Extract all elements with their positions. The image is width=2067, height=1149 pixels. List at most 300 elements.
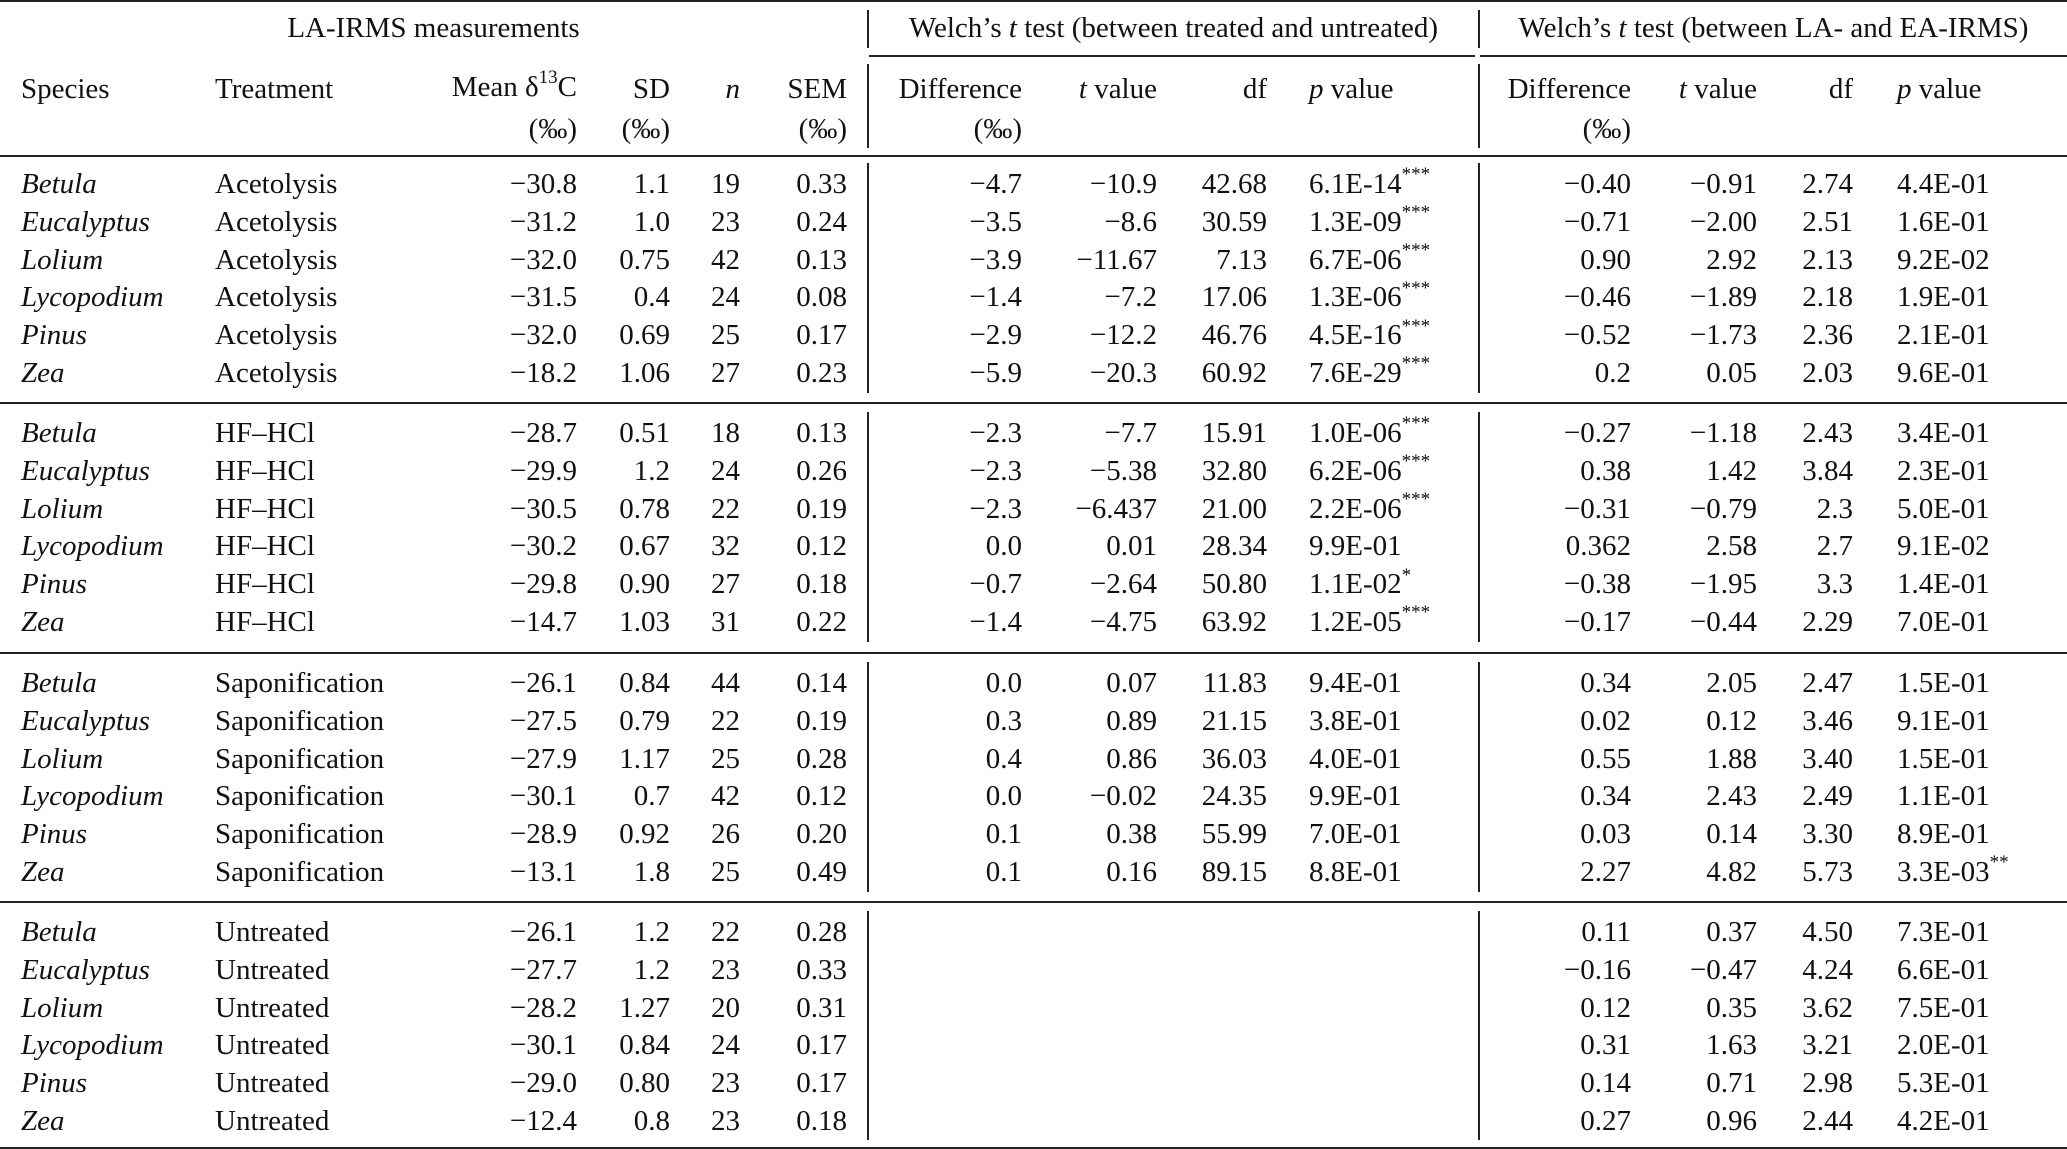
cell-mean-value: −14.7 xyxy=(509,606,577,638)
cell-p2 xyxy=(1897,608,2057,637)
cell-p2-value: 4.4E-01 xyxy=(1897,168,1990,200)
cell-sd-value: 1.2 xyxy=(633,916,670,948)
cell-species xyxy=(21,704,201,737)
cell-t2-value: 0.37 xyxy=(1706,916,1757,948)
cell-p1 xyxy=(1309,669,1449,698)
cell-t2-value: 2.43 xyxy=(1706,780,1757,813)
cell-diff2 xyxy=(1480,1107,1631,1136)
cell-mean xyxy=(380,742,577,775)
cell-species xyxy=(21,782,201,811)
cell-n-value: 32 xyxy=(711,530,740,563)
cell-species xyxy=(21,669,201,698)
cell-diff2-value: 0.14 xyxy=(1580,1067,1631,1100)
header-sem-unit: (‰) xyxy=(798,113,847,145)
cell-species-value: Eucalyptus xyxy=(21,704,150,737)
cell-mean xyxy=(380,283,577,312)
cell-df2-value: 3.21 xyxy=(1802,1029,1853,1062)
cell-p2 xyxy=(1897,283,2057,312)
cell-n xyxy=(680,1069,740,1098)
cell-n-value: 23 xyxy=(711,1105,740,1137)
cell-p2 xyxy=(1897,918,2057,947)
cell-sem xyxy=(740,608,847,637)
cell-diff2-value: 0.362 xyxy=(1565,530,1631,563)
cell-p2-value: 7.3E-01 xyxy=(1897,916,1990,948)
cell-mean-value: −32.0 xyxy=(509,243,577,276)
cell-species xyxy=(21,205,201,238)
cell-diff2-value: −0.27 xyxy=(1563,417,1631,449)
cell-sem xyxy=(740,820,847,849)
cell-df2-value: 2.29 xyxy=(1802,606,1853,638)
cell-df1-value: 17.06 xyxy=(1201,281,1267,314)
cell-n xyxy=(680,953,740,986)
cell-species xyxy=(21,492,201,525)
cell-t1-value: 0.38 xyxy=(1106,818,1157,851)
cell-df2-value: 4.24 xyxy=(1802,953,1853,986)
cell-species-value: Zea xyxy=(21,856,65,888)
cell-sd-value: 1.17 xyxy=(619,742,670,775)
cell-sd-value: 0.80 xyxy=(619,1067,670,1100)
cell-mean xyxy=(380,243,577,276)
cell-df2 xyxy=(1760,243,1853,276)
cell-species-value: Lycopodium xyxy=(21,780,164,813)
cell-p2 xyxy=(1897,492,2057,525)
cell-df2-value: 2.36 xyxy=(1802,319,1853,352)
header-sd-unit: (‰) xyxy=(621,113,670,145)
cell-mean-value: −29.9 xyxy=(509,454,577,487)
cell-sem-value: 0.28 xyxy=(796,916,847,948)
cell-species-value: Zea xyxy=(21,606,65,638)
cell-sd-value: 1.8 xyxy=(633,856,670,888)
cell-p2 xyxy=(1897,454,2057,487)
cell-n xyxy=(680,1107,740,1136)
cell-n xyxy=(680,820,740,849)
cell-diff2 xyxy=(1480,820,1631,849)
cell-sd xyxy=(580,419,670,448)
cell-df2 xyxy=(1760,205,1853,238)
cell-treatment xyxy=(215,991,385,1024)
cell-diff2 xyxy=(1480,782,1631,811)
cell-t1-value: −10.9 xyxy=(1089,168,1157,200)
cell-sd-value: 0.7 xyxy=(633,780,670,813)
header-difference-2: Difference xyxy=(1507,73,1631,105)
cell-diff1 xyxy=(880,283,1022,312)
cell-sd xyxy=(580,704,670,737)
cell-treatment xyxy=(215,953,385,986)
significance-stars: *** xyxy=(1401,413,1431,435)
cell-df2-value: 4.50 xyxy=(1802,916,1853,948)
cell-t1 xyxy=(1030,608,1157,637)
cell-sd xyxy=(580,1069,670,1098)
cell-p1 xyxy=(1309,820,1449,849)
cell-n-value: 19 xyxy=(711,168,740,200)
cell-sem xyxy=(740,782,847,811)
cell-df2 xyxy=(1760,1107,1853,1136)
cell-mean xyxy=(380,953,577,986)
cell-p1-value: 8.8E-01 xyxy=(1309,856,1402,888)
cell-sem xyxy=(740,283,847,312)
cell-sem xyxy=(740,170,847,199)
cell-sem-value: 0.08 xyxy=(796,281,847,314)
cell-n xyxy=(680,918,740,947)
cell-mean-value: −18.2 xyxy=(509,357,577,389)
cell-species xyxy=(21,918,201,947)
cell-diff2-value: −0.40 xyxy=(1563,168,1631,200)
cell-diff1-value: −5.9 xyxy=(969,357,1022,389)
cell-df1-value: 24.35 xyxy=(1201,780,1267,813)
cell-species xyxy=(21,359,201,388)
body-separator-block2-a xyxy=(867,412,869,642)
cell-diff2 xyxy=(1480,704,1631,737)
cell-diff2-value: 0.02 xyxy=(1580,704,1631,737)
cell-p2-value: 1.4E-01 xyxy=(1897,568,1990,601)
cell-p2-value: 5.0E-01 xyxy=(1897,492,1990,525)
cell-sd xyxy=(580,1107,670,1136)
cell-df2-value: 2.44 xyxy=(1802,1105,1853,1137)
cell-sem-value: 0.22 xyxy=(796,606,847,638)
cell-p1-value: 1.1E-02 xyxy=(1309,568,1402,601)
cell-t1 xyxy=(1030,532,1157,561)
cell-p1-value: 6.7E-06 xyxy=(1309,243,1402,276)
cell-mean-value: −28.7 xyxy=(509,417,577,449)
cell-t1 xyxy=(1030,492,1157,525)
cell-species xyxy=(21,1107,201,1136)
significance-stars: *** xyxy=(1401,315,1431,337)
significance-stars: *** xyxy=(1401,451,1431,473)
cell-df1-value: 63.92 xyxy=(1201,606,1267,638)
cell-sd-value: 1.03 xyxy=(619,606,670,638)
cell-diff2 xyxy=(1480,742,1631,775)
cell-mean xyxy=(380,1031,577,1060)
cell-treatment-value: Untreated xyxy=(215,1105,330,1137)
cell-df2 xyxy=(1760,918,1853,947)
cell-treatment-value: Untreated xyxy=(215,953,330,986)
cell-diff2-value: 0.12 xyxy=(1580,991,1631,1024)
cell-t1 xyxy=(1030,283,1157,312)
cell-t2-value: 0.14 xyxy=(1706,818,1757,851)
cell-mean xyxy=(380,669,577,698)
cell-t2 xyxy=(1640,283,1757,312)
cell-sd xyxy=(580,454,670,487)
cell-treatment xyxy=(215,1069,385,1098)
cell-species-value: Pinus xyxy=(21,1067,88,1100)
cell-sd xyxy=(580,283,670,312)
cell-sem xyxy=(740,243,847,276)
cell-sem xyxy=(740,359,847,388)
cell-p2-value: 1.6E-01 xyxy=(1897,205,1990,238)
cell-sem-value: 0.33 xyxy=(796,168,847,200)
cell-t2 xyxy=(1640,858,1757,887)
cell-diff2 xyxy=(1480,991,1631,1024)
cell-sd-value: 1.1 xyxy=(633,168,670,200)
cell-diff1-value: −4.7 xyxy=(969,168,1022,200)
cell-species-value: Lycopodium xyxy=(21,530,164,563)
cell-df2-value: 5.73 xyxy=(1802,856,1853,888)
cell-treatment xyxy=(215,170,385,199)
cell-sem xyxy=(740,419,847,448)
cell-sem xyxy=(740,991,847,1024)
cell-treatment xyxy=(215,742,385,775)
cell-diff1 xyxy=(880,858,1022,887)
cell-t1 xyxy=(1030,205,1157,238)
cell-p1 xyxy=(1309,602,1449,638)
cell-df1-value: 11.83 xyxy=(1202,667,1267,699)
cell-diff1-value: 0.0 xyxy=(985,667,1022,699)
cell-t1 xyxy=(1030,243,1157,276)
cell-t2 xyxy=(1640,492,1757,525)
cell-treatment xyxy=(215,608,385,637)
cell-diff2-value: −0.31 xyxy=(1563,492,1631,525)
top-rule xyxy=(0,0,2067,2)
cell-treatment-value: Saponification xyxy=(215,856,385,888)
cell-mean xyxy=(380,918,577,947)
cell-mean-value: −28.9 xyxy=(509,818,577,851)
cell-treatment xyxy=(215,858,385,887)
cell-n-value: 18 xyxy=(711,417,740,449)
cell-species xyxy=(21,532,201,561)
cell-mean xyxy=(380,820,577,849)
cell-t1 xyxy=(1030,570,1157,599)
cell-species-value: Eucalyptus xyxy=(21,953,150,986)
cell-mean xyxy=(380,205,577,238)
cell-t1 xyxy=(1030,419,1157,448)
cell-diff1-value: 0.1 xyxy=(985,818,1022,851)
cell-diff1-value: −2.3 xyxy=(969,492,1022,525)
cell-species-value: Pinus xyxy=(21,818,88,851)
header-sd: SD xyxy=(632,73,670,105)
cell-sd xyxy=(580,782,670,811)
cell-diff1 xyxy=(880,492,1022,525)
cell-p2 xyxy=(1897,991,2057,1024)
cell-n-value: 24 xyxy=(711,1029,740,1062)
cell-treatment xyxy=(215,419,385,448)
cell-sd xyxy=(580,570,670,599)
cell-treatment-value: Untreated xyxy=(215,991,330,1024)
block-rule-2 xyxy=(0,652,2067,654)
cell-p2 xyxy=(1897,243,2057,276)
cell-p2-value: 3.4E-01 xyxy=(1897,417,1990,449)
cell-t2 xyxy=(1640,419,1757,448)
cell-p1-value: 9.4E-01 xyxy=(1309,667,1402,699)
cell-df1 xyxy=(1160,570,1267,599)
cell-sd xyxy=(580,359,670,388)
cell-sem xyxy=(740,858,847,887)
cell-sd xyxy=(580,918,670,947)
cell-treatment-value: Saponification xyxy=(215,667,385,699)
cell-p1 xyxy=(1309,451,1449,487)
cell-p2-value: 1.5E-01 xyxy=(1897,742,1990,775)
cell-t2 xyxy=(1640,1069,1757,1098)
cell-diff2-value: 0.31 xyxy=(1580,1029,1631,1062)
cell-diff2-value: 2.27 xyxy=(1580,856,1631,888)
cell-n-value: 42 xyxy=(711,243,740,276)
cell-species-value: Pinus xyxy=(21,568,88,601)
cell-p1-value: 3.8E-01 xyxy=(1309,704,1402,737)
header-difference-1-unit: (‰) xyxy=(973,113,1022,145)
cell-p2 xyxy=(1897,359,2057,388)
cell-t2 xyxy=(1640,1107,1757,1136)
cell-sem-value: 0.24 xyxy=(796,205,847,238)
cell-n-value: 25 xyxy=(711,742,740,775)
cell-sem-value: 0.12 xyxy=(796,780,847,813)
cell-p2 xyxy=(1897,742,2057,775)
cell-species xyxy=(21,243,201,276)
cell-p2 xyxy=(1897,170,2057,199)
cell-t2-value: 2.05 xyxy=(1706,667,1757,699)
cell-species-value: Betula xyxy=(21,667,97,699)
header-difference-1: Difference xyxy=(898,73,1022,105)
cell-df1-value: 89.15 xyxy=(1201,856,1267,888)
cell-species xyxy=(21,742,201,775)
cell-diff2-value: 0.34 xyxy=(1580,667,1631,699)
cell-p1-value: 2.2E-06 xyxy=(1309,492,1402,525)
cell-t2-value: −0.47 xyxy=(1689,953,1757,986)
cell-mean xyxy=(380,1107,577,1136)
cell-treatment xyxy=(215,283,385,312)
cell-df1 xyxy=(1160,170,1267,199)
cell-t1-value: −5.38 xyxy=(1089,454,1157,487)
cell-diff1-value: −0.7 xyxy=(969,568,1022,601)
cell-sd-value: 0.84 xyxy=(619,667,670,699)
cell-sd xyxy=(580,991,670,1024)
cell-sd xyxy=(580,858,670,887)
cell-df1 xyxy=(1160,820,1267,849)
cell-diff1 xyxy=(880,419,1022,448)
cell-mean-value: −31.2 xyxy=(509,205,577,238)
cell-t1 xyxy=(1030,858,1157,887)
header-treatment: Treatment xyxy=(215,73,334,105)
cell-sd-value: 0.84 xyxy=(619,1029,670,1062)
cell-p1-value: 4.5E-16 xyxy=(1309,319,1402,352)
cell-treatment xyxy=(215,321,385,350)
cell-species-value: Lycopodium xyxy=(21,1029,164,1062)
cell-treatment xyxy=(215,359,385,388)
cell-p2 xyxy=(1897,852,2057,888)
cell-t1 xyxy=(1030,321,1157,350)
cell-df1 xyxy=(1160,205,1267,238)
cell-df1-value: 42.68 xyxy=(1201,168,1267,200)
cell-sem xyxy=(740,492,847,525)
cell-treatment-value: Saponification xyxy=(215,742,385,775)
cell-sd-value: 0.75 xyxy=(619,243,670,276)
cell-sd xyxy=(580,170,670,199)
cell-p2-value: 2.1E-01 xyxy=(1897,319,1990,352)
cell-diff1-value: −3.9 xyxy=(969,243,1022,276)
cell-diff2 xyxy=(1480,283,1631,312)
cell-sd-value: 0.79 xyxy=(619,704,670,737)
cell-species-value: Betula xyxy=(21,417,97,449)
cell-df2 xyxy=(1760,532,1853,561)
cell-t1-value: −4.75 xyxy=(1089,606,1157,638)
cell-diff1 xyxy=(880,608,1022,637)
cell-diff2-value: 0.55 xyxy=(1580,742,1631,775)
cell-mean xyxy=(380,492,577,525)
cell-diff1-value: −1.4 xyxy=(969,281,1022,314)
cell-p1-value: 4.0E-01 xyxy=(1309,742,1402,775)
cell-mean xyxy=(380,359,577,388)
cell-n-value: 25 xyxy=(711,319,740,352)
cell-diff1 xyxy=(880,704,1022,737)
cell-df2-value: 3.62 xyxy=(1802,991,1853,1024)
cell-p2-value: 9.1E-02 xyxy=(1897,530,1990,563)
cell-df2-value: 2.98 xyxy=(1802,1067,1853,1100)
cell-species xyxy=(21,1069,201,1098)
cell-p1-value: 6.1E-14 xyxy=(1309,168,1402,200)
cell-diff1 xyxy=(880,669,1022,698)
cell-df2-value: 2.47 xyxy=(1802,667,1853,699)
significance-stars: *** xyxy=(1401,239,1431,261)
cell-t2 xyxy=(1640,820,1757,849)
significance-stars: *** xyxy=(1401,277,1431,299)
cell-n-value: 25 xyxy=(711,856,740,888)
cell-p2-value: 7.0E-01 xyxy=(1897,606,1990,638)
cell-t2-value: −1.95 xyxy=(1689,568,1757,601)
cell-t1-value: −7.7 xyxy=(1104,417,1157,449)
cell-sd-value: 0.90 xyxy=(619,568,670,601)
cell-species-value: Lolium xyxy=(21,492,104,525)
cell-mean xyxy=(380,570,577,599)
cell-t2 xyxy=(1640,704,1757,737)
cell-species-value: Eucalyptus xyxy=(21,454,150,487)
cell-species-value: Pinus xyxy=(21,319,88,352)
cell-t2 xyxy=(1640,570,1757,599)
cell-t1 xyxy=(1030,669,1157,698)
cell-diff2 xyxy=(1480,419,1631,448)
cell-diff2-value: −0.46 xyxy=(1563,281,1631,314)
cell-sd-value: 1.2 xyxy=(633,454,670,487)
cell-sem-value: 0.14 xyxy=(796,667,847,699)
cell-df2 xyxy=(1760,419,1853,448)
cell-df2-value: 3.3 xyxy=(1816,568,1853,601)
cell-sd xyxy=(580,532,670,561)
cell-species-value: Lolium xyxy=(21,742,104,775)
cell-t2-value: −1.73 xyxy=(1689,319,1757,352)
cell-df2-value: 2.7 xyxy=(1816,530,1853,563)
cell-sd xyxy=(580,243,670,276)
cell-p2 xyxy=(1897,532,2057,561)
cell-diff1-value: 0.0 xyxy=(985,530,1022,563)
cell-n-value: 42 xyxy=(711,780,740,813)
cell-treatment-value: Acetolysis xyxy=(215,205,338,238)
cell-species-value: Betula xyxy=(21,916,97,948)
cell-p1 xyxy=(1309,277,1449,314)
cell-t2 xyxy=(1640,1031,1757,1060)
cell-df1 xyxy=(1160,419,1267,448)
cell-t1 xyxy=(1030,742,1157,775)
cell-sd xyxy=(580,669,670,698)
cell-diff1 xyxy=(880,454,1022,487)
cell-p1-value: 1.3E-06 xyxy=(1309,281,1402,314)
cell-diff1-value: 0.1 xyxy=(985,856,1022,888)
cell-treatment-value: Saponification xyxy=(215,704,385,737)
cell-diff1 xyxy=(880,243,1022,276)
cell-species xyxy=(21,454,201,487)
cell-p2-value: 6.6E-01 xyxy=(1897,953,1990,986)
cell-n-value: 44 xyxy=(711,667,740,699)
cell-n xyxy=(680,608,740,637)
cell-df2-value: 2.03 xyxy=(1802,357,1853,389)
cell-p2 xyxy=(1897,820,2057,849)
cell-species-value: Eucalyptus xyxy=(21,205,150,238)
cell-t2-value: 0.96 xyxy=(1706,1105,1757,1137)
cell-df2 xyxy=(1760,991,1853,1024)
cell-df1 xyxy=(1160,243,1267,276)
cell-t2 xyxy=(1640,243,1757,276)
cell-df1 xyxy=(1160,359,1267,388)
body-separator-block2-b xyxy=(1478,412,1480,642)
cell-df1 xyxy=(1160,492,1267,525)
cell-treatment xyxy=(215,782,385,811)
cell-treatment-value: Untreated xyxy=(215,1029,330,1062)
